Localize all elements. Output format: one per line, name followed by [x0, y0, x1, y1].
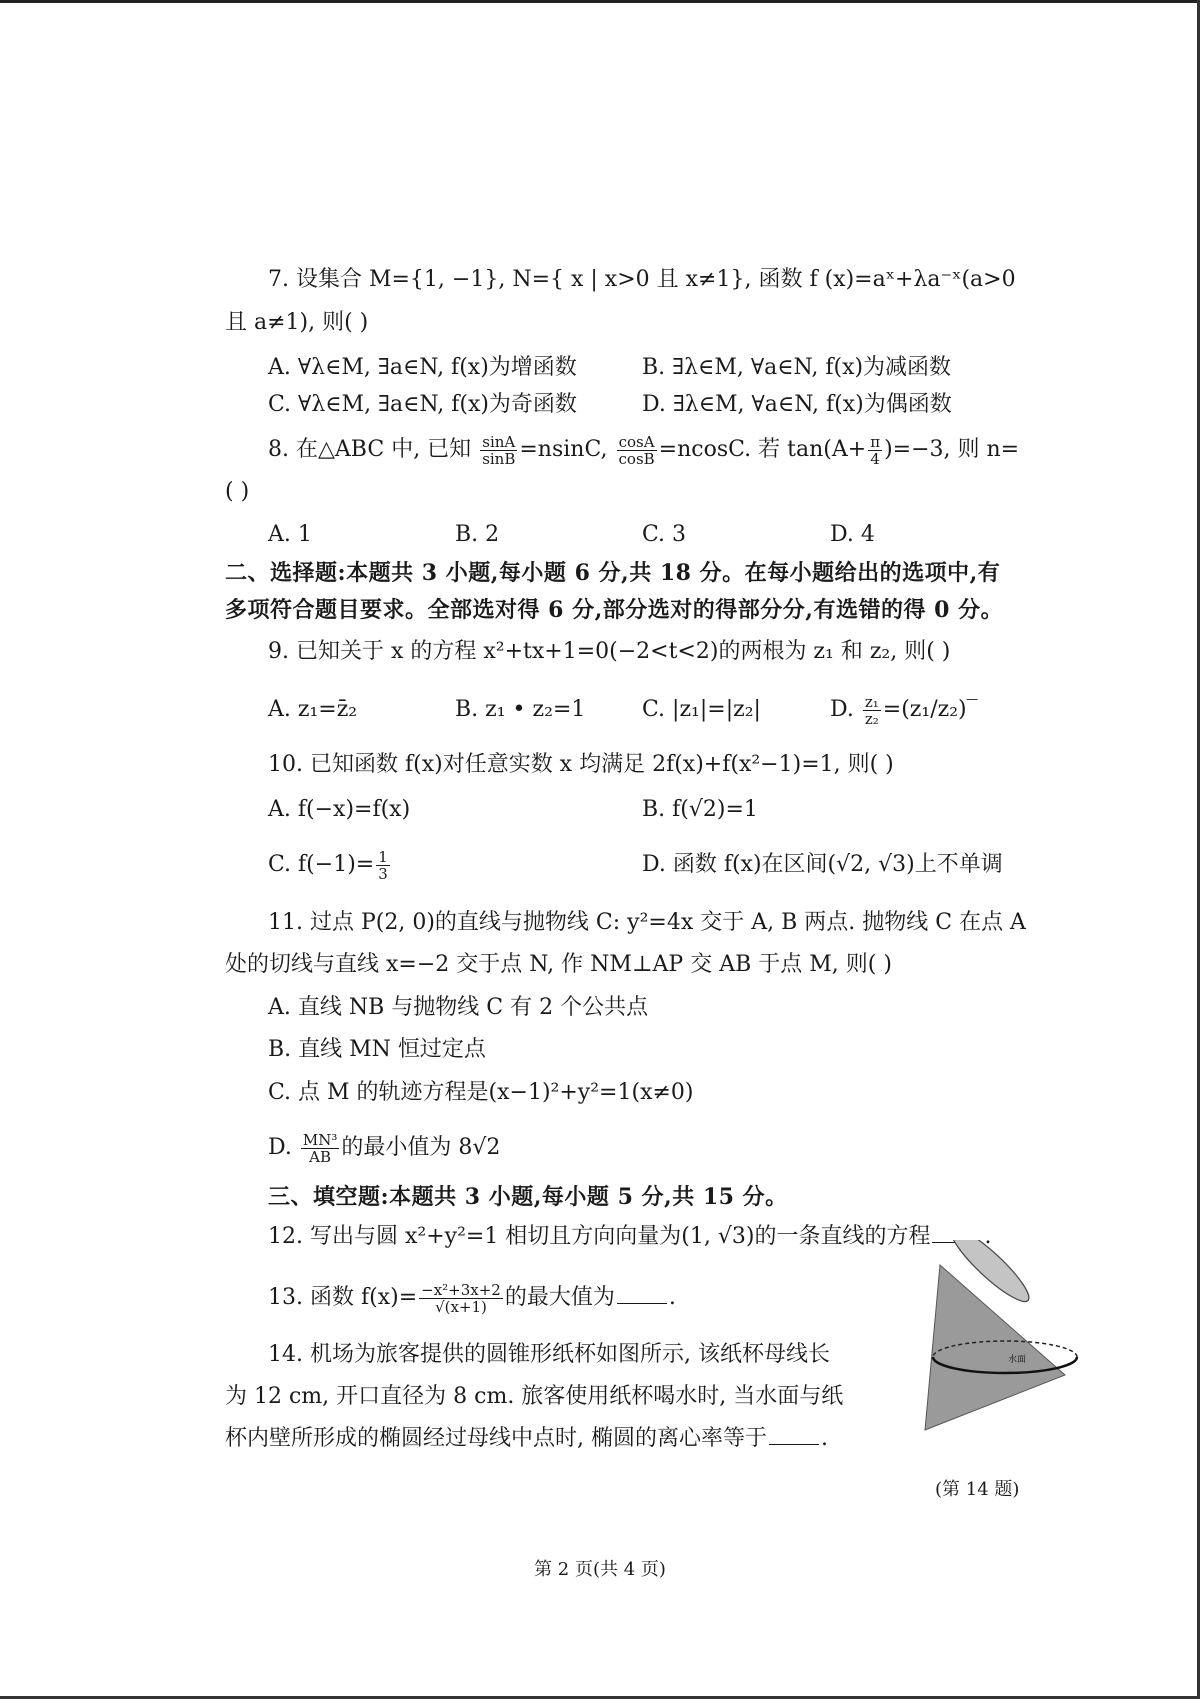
q8-frac3-num: π	[870, 432, 881, 451]
q10-option-c	[268, 845, 392, 885]
q14-line3-text: 杯内壁所形成的椭圆经过母线中点时, 椭圆的离心率等于	[225, 1426, 767, 1451]
q8-option-c: C. 3	[642, 522, 687, 547]
q8-option-d: D. 4	[830, 522, 875, 547]
q9-d-fraction	[863, 694, 881, 727]
q9-option-b: B. z₁ • z₂=1	[455, 697, 586, 722]
q8-mid2: =ncosC. 若 tan(A+	[658, 437, 867, 462]
q14-stem-line2: 为 12 cm, 开口直径为 8 cm. 旅客使用纸杯喝水时, 当水面与纸	[225, 1384, 844, 1409]
q8-fraction-sin	[480, 434, 517, 467]
q14-stem-line1: 14. 机场为旅客提供的圆锥形纸杯如图所示, 该纸杯母线长	[268, 1342, 830, 1367]
cone-cup-figure	[920, 1240, 1080, 1440]
q9-d-den: z₂	[864, 709, 879, 728]
section2-heading-line2: 多项符合题目要求。全部选对得 6 分,部分选对的得部分分,有选错的得 0 分。	[225, 597, 1004, 623]
q13-prefix: 13. 函数 f(x)=	[268, 1285, 418, 1310]
q8-option-a: A. 1	[268, 522, 312, 547]
page-footer: 第 2 页(共 4 页)	[534, 1559, 666, 1580]
q11-d-num: MN³	[302, 1130, 338, 1149]
q13-fraction	[419, 1282, 503, 1315]
q8-option-b: B. 2	[455, 522, 500, 547]
scan-edge-top	[0, 0, 1200, 3]
q9-stem: 9. 已知关于 x 的方程 x²+tx+1=0(−2<t<2)的两根为 z₁ 和 z₂, 则( )	[268, 639, 951, 664]
q12-text: 12. 写出与圆 x²+y²=1 相切且方向向量为(1, √3)的一条直线的方程	[268, 1224, 931, 1249]
q13-num: −x²+3x+2	[421, 1280, 501, 1299]
q7-option-c: C. ∀λ∈M, ∃a∈N, f(x)为奇函数	[268, 392, 577, 417]
q10-c-prefix: C. f(−1)=	[268, 852, 375, 877]
q14-answer-blank[interactable]	[769, 1424, 819, 1445]
q10-c-den: 3	[378, 864, 388, 883]
q8-frac2-den: cosB	[618, 449, 655, 468]
q9-d-num: z₁	[864, 692, 879, 711]
q9-d-suffix: =(z₁/z₂)‾	[882, 697, 978, 722]
q11-d-fraction	[301, 1132, 340, 1165]
q7-stem-line2: 且 a≠1), 则( )	[225, 310, 369, 335]
q13-end: .	[668, 1285, 676, 1310]
q11-option-c: C. 点 M 的轨迹方程是(x−1)²+y²=1(x≠0)	[268, 1080, 694, 1105]
q11-stem-line2: 处的切线与直线 x=−2 交于点 N, 作 NM⊥AP 交 AB 于点 M, 则( )	[225, 952, 892, 977]
q7-option-d: D. ∃λ∈M, ∀a∈N, f(x)为偶函数	[642, 392, 952, 417]
q8-frac1-num: sinA	[480, 434, 517, 451]
q10-option-d: D. 函数 f(x)在区间(√2, √3)上不单调	[642, 852, 1003, 877]
q10-c-fraction	[376, 849, 390, 882]
q12-end: .	[984, 1224, 992, 1249]
q8-frac1-den: sinB	[482, 449, 516, 468]
q13-answer-blank[interactable]	[617, 1283, 667, 1304]
section3-heading: 三、填空题:本题共 3 小题,每小题 5 分,共 15 分。	[268, 1184, 788, 1210]
water-surface-label: 水面	[1008, 1355, 1027, 1365]
q10-stem: 10. 已知函数 f(x)对任意实数 x 均满足 2f(x)+f(x²−1)=1, 则( )	[268, 752, 894, 777]
q9-d-prefix: D.	[830, 697, 854, 722]
q11-d-den: AB	[309, 1147, 332, 1166]
section2-heading-line1: 二、选择题:本题共 3 小题,每小题 6 分,共 18 分。在每小题给出的选项中,有	[225, 560, 1001, 586]
q8-fraction-pi	[868, 434, 882, 467]
q7-option-b: B. ∃λ∈M, ∀a∈N, f(x)为减函数	[642, 355, 952, 380]
q11-d-suffix: 的最小值为 8√2	[341, 1135, 501, 1160]
q9-option-c: C. |z₁|=|z₂|	[642, 697, 761, 722]
q11-d-prefix: D.	[268, 1135, 292, 1160]
q13-suffix: 的最大值为	[504, 1285, 615, 1310]
figure-caption: (第 14 题)	[935, 1479, 1020, 1500]
q11-option-b: B. 直线 MN 恒过定点	[268, 1037, 486, 1062]
q14-end: .	[821, 1426, 828, 1451]
q11-option-d	[268, 1128, 500, 1168]
q9-option-a: A. z₁=z̄₂	[268, 697, 358, 722]
q8-fraction-cos	[617, 434, 657, 467]
q11-stem-line1: 11. 过点 P(2, 0)的直线与抛物线 C: y²=4x 交于 A, B 两点. 抛物线 C 在点 A	[268, 910, 1026, 935]
q10-option-a: A. f(−x)=f(x)	[268, 797, 411, 822]
q9-option-d	[830, 690, 978, 730]
q8-frac2-num: cosA	[617, 434, 657, 451]
q8-stem-line2: ( )	[225, 479, 250, 504]
q13-den: √(x+1)	[435, 1297, 487, 1316]
q7-option-a: A. ∀λ∈M, ∃a∈N, f(x)为增函数	[268, 355, 577, 380]
q8-suffix: )=−3, 则 n=	[884, 437, 1020, 462]
q8-frac3-den: 4	[870, 449, 880, 468]
q7-stem-line1: 7. 设集合 M={1, −1}, N={ x | x>0 且 x≠1}, 函数 f (x)=aˣ+λa⁻ˣ(a>0	[268, 267, 1016, 292]
q8-prefix: 8. 在△ABC 中, 已知	[268, 437, 472, 462]
q10-c-num: 1	[378, 847, 388, 866]
q10-option-b: B. f(√2)=1	[642, 797, 758, 822]
q8-stem-line1	[268, 430, 1065, 470]
q11-option-a: A. 直线 NB 与抛物线 C 有 2 个公共点	[268, 995, 649, 1020]
q8-mid1: =nsinC,	[519, 437, 608, 462]
